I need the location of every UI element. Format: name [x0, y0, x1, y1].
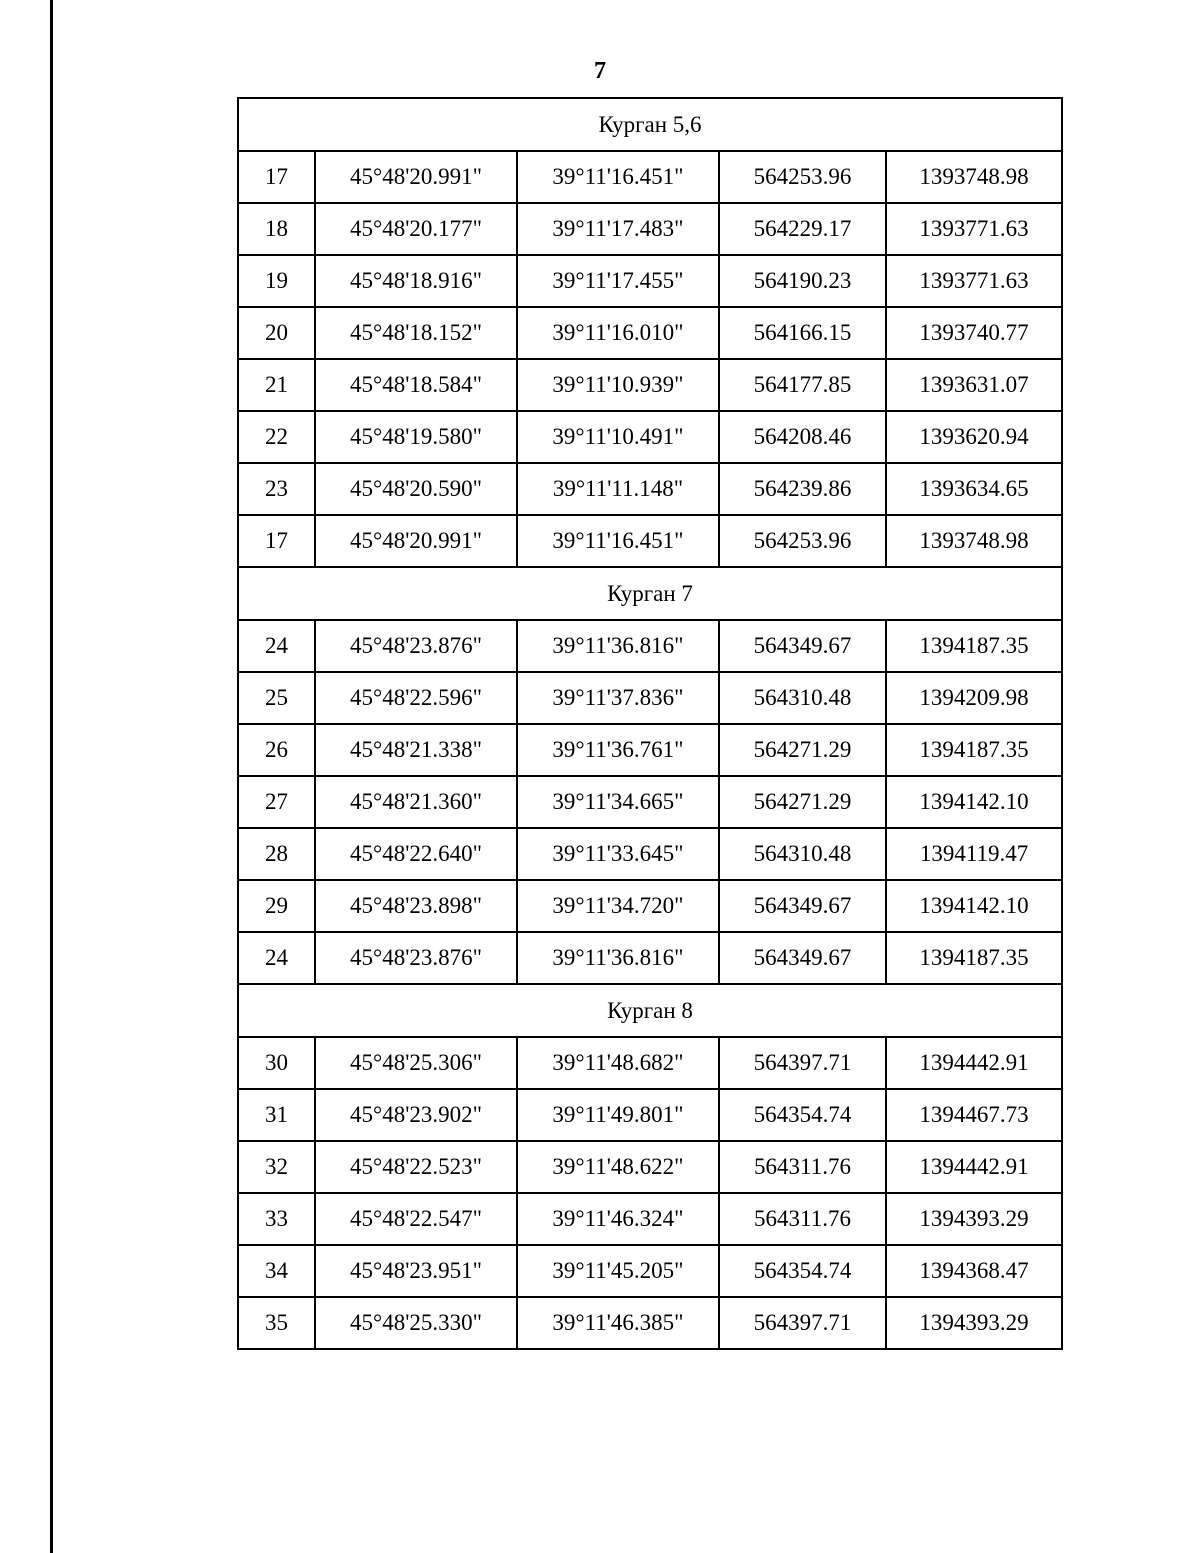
x-coordinate-cell: 564310.48: [719, 672, 886, 724]
point-number-cell: 24: [238, 620, 315, 672]
x-coordinate-cell: 564239.86: [719, 463, 886, 515]
latitude-cell: 45°48'22.547": [315, 1193, 517, 1245]
latitude-cell: 45°48'20.991": [315, 515, 517, 567]
y-coordinate-cell: 1394187.35: [886, 932, 1062, 984]
section-header-row: [238, 567, 1062, 620]
y-coordinate-cell: 1394442.91: [886, 1037, 1062, 1089]
longitude-cell: 39°11'33.645": [517, 828, 719, 880]
table-row: [238, 776, 1062, 828]
longitude-cell: 39°11'49.801": [517, 1089, 719, 1141]
latitude-cell: 45°48'25.330": [315, 1297, 517, 1349]
longitude-cell: 39°11'48.622": [517, 1141, 719, 1193]
table-row: [238, 1037, 1062, 1089]
x-coordinate-cell: 564354.74: [719, 1089, 886, 1141]
y-coordinate-cell: 1394393.29: [886, 1297, 1062, 1349]
table-row: [238, 359, 1062, 411]
table-row: [238, 307, 1062, 359]
longitude-cell: 39°11'10.939": [517, 359, 719, 411]
latitude-cell: 45°48'25.306": [315, 1037, 517, 1089]
x-coordinate-cell: 564397.71: [719, 1037, 886, 1089]
latitude-cell: 45°48'22.523": [315, 1141, 517, 1193]
latitude-cell: 45°48'21.338": [315, 724, 517, 776]
point-number-cell: 28: [238, 828, 315, 880]
page-number: 7: [594, 58, 606, 84]
y-coordinate-cell: 1393620.94: [886, 411, 1062, 463]
latitude-cell: 45°48'23.876": [315, 932, 517, 984]
coordinates-table-body: [238, 98, 1062, 1349]
y-coordinate-cell: 1393771.63: [886, 203, 1062, 255]
x-coordinate-cell: 564253.96: [719, 151, 886, 203]
latitude-cell: 45°48'19.580": [315, 411, 517, 463]
left-margin-rule: [50, 0, 53, 1553]
coordinates-table: [237, 97, 1063, 1350]
point-number-cell: 29: [238, 880, 315, 932]
table-row: [238, 828, 1062, 880]
table-row: [238, 463, 1062, 515]
longitude-cell: 39°11'17.455": [517, 255, 719, 307]
longitude-cell: 39°11'16.451": [517, 151, 719, 203]
section-title: Курган 5,6: [238, 98, 1062, 151]
y-coordinate-cell: 1394187.35: [886, 724, 1062, 776]
y-coordinate-cell: 1394119.47: [886, 828, 1062, 880]
y-coordinate-cell: 1394209.98: [886, 672, 1062, 724]
table-row: [238, 515, 1062, 567]
longitude-cell: 39°11'34.665": [517, 776, 719, 828]
table-row: [238, 411, 1062, 463]
point-number-cell: 34: [238, 1245, 315, 1297]
latitude-cell: 45°48'22.596": [315, 672, 517, 724]
latitude-cell: 45°48'18.152": [315, 307, 517, 359]
longitude-cell: 39°11'16.010": [517, 307, 719, 359]
table-row: [238, 1297, 1062, 1349]
y-coordinate-cell: 1394442.91: [886, 1141, 1062, 1193]
point-number-cell: 24: [238, 932, 315, 984]
section-header-row: [238, 98, 1062, 151]
longitude-cell: 39°11'37.836": [517, 672, 719, 724]
longitude-cell: 39°11'36.816": [517, 620, 719, 672]
section-title: Курган 7: [238, 567, 1062, 620]
y-coordinate-cell: 1394467.73: [886, 1089, 1062, 1141]
latitude-cell: 45°48'23.898": [315, 880, 517, 932]
latitude-cell: 45°48'22.640": [315, 828, 517, 880]
point-number-cell: 30: [238, 1037, 315, 1089]
x-coordinate-cell: 564229.17: [719, 203, 886, 255]
table-row: [238, 1245, 1062, 1297]
point-number-cell: 19: [238, 255, 315, 307]
x-coordinate-cell: 564177.85: [719, 359, 886, 411]
longitude-cell: 39°11'46.324": [517, 1193, 719, 1245]
latitude-cell: 45°48'23.951": [315, 1245, 517, 1297]
point-number-cell: 23: [238, 463, 315, 515]
x-coordinate-cell: 564354.74: [719, 1245, 886, 1297]
point-number-cell: 17: [238, 151, 315, 203]
table-row: [238, 672, 1062, 724]
x-coordinate-cell: 564271.29: [719, 724, 886, 776]
latitude-cell: 45°48'23.902": [315, 1089, 517, 1141]
y-coordinate-cell: 1394142.10: [886, 776, 1062, 828]
y-coordinate-cell: 1394142.10: [886, 880, 1062, 932]
x-coordinate-cell: 564349.67: [719, 932, 886, 984]
longitude-cell: 39°11'36.761": [517, 724, 719, 776]
point-number-cell: 33: [238, 1193, 315, 1245]
point-number-cell: 31: [238, 1089, 315, 1141]
longitude-cell: 39°11'10.491": [517, 411, 719, 463]
y-coordinate-cell: 1393634.65: [886, 463, 1062, 515]
longitude-cell: 39°11'34.720": [517, 880, 719, 932]
point-number-cell: 32: [238, 1141, 315, 1193]
point-number-cell: 27: [238, 776, 315, 828]
table-row: [238, 724, 1062, 776]
table-row: [238, 255, 1062, 307]
section-header-row: [238, 984, 1062, 1037]
x-coordinate-cell: 564253.96: [719, 515, 886, 567]
longitude-cell: 39°11'16.451": [517, 515, 719, 567]
x-coordinate-cell: 564311.76: [719, 1141, 886, 1193]
x-coordinate-cell: 564310.48: [719, 828, 886, 880]
latitude-cell: 45°48'18.916": [315, 255, 517, 307]
latitude-cell: 45°48'20.177": [315, 203, 517, 255]
y-coordinate-cell: 1393748.98: [886, 151, 1062, 203]
y-coordinate-cell: 1394393.29: [886, 1193, 1062, 1245]
longitude-cell: 39°11'17.483": [517, 203, 719, 255]
point-number-cell: 21: [238, 359, 315, 411]
latitude-cell: 45°48'20.991": [315, 151, 517, 203]
y-coordinate-cell: 1393631.07: [886, 359, 1062, 411]
table-row: [238, 620, 1062, 672]
longitude-cell: 39°11'45.205": [517, 1245, 719, 1297]
latitude-cell: 45°48'23.876": [315, 620, 517, 672]
table-row: [238, 1141, 1062, 1193]
x-coordinate-cell: 564190.23: [719, 255, 886, 307]
y-coordinate-cell: 1393740.77: [886, 307, 1062, 359]
latitude-cell: 45°48'18.584": [315, 359, 517, 411]
section-title: Курган 8: [238, 984, 1062, 1037]
longitude-cell: 39°11'11.148": [517, 463, 719, 515]
latitude-cell: 45°48'20.590": [315, 463, 517, 515]
table-row: [238, 1193, 1062, 1245]
x-coordinate-cell: 564349.67: [719, 620, 886, 672]
point-number-cell: 35: [238, 1297, 315, 1349]
table-row: [238, 1089, 1062, 1141]
x-coordinate-cell: 564397.71: [719, 1297, 886, 1349]
table-row: [238, 932, 1062, 984]
y-coordinate-cell: 1394368.47: [886, 1245, 1062, 1297]
x-coordinate-cell: 564271.29: [719, 776, 886, 828]
table-row: [238, 880, 1062, 932]
x-coordinate-cell: 564349.67: [719, 880, 886, 932]
longitude-cell: 39°11'48.682": [517, 1037, 719, 1089]
longitude-cell: 39°11'46.385": [517, 1297, 719, 1349]
x-coordinate-cell: 564208.46: [719, 411, 886, 463]
x-coordinate-cell: 564166.15: [719, 307, 886, 359]
longitude-cell: 39°11'36.816": [517, 932, 719, 984]
x-coordinate-cell: 564311.76: [719, 1193, 886, 1245]
y-coordinate-cell: 1394187.35: [886, 620, 1062, 672]
latitude-cell: 45°48'21.360": [315, 776, 517, 828]
point-number-cell: 25: [238, 672, 315, 724]
point-number-cell: 18: [238, 203, 315, 255]
point-number-cell: 20: [238, 307, 315, 359]
table-row: [238, 151, 1062, 203]
y-coordinate-cell: 1393771.63: [886, 255, 1062, 307]
point-number-cell: 17: [238, 515, 315, 567]
table-row: [238, 203, 1062, 255]
point-number-cell: 26: [238, 724, 315, 776]
y-coordinate-cell: 1393748.98: [886, 515, 1062, 567]
point-number-cell: 22: [238, 411, 315, 463]
